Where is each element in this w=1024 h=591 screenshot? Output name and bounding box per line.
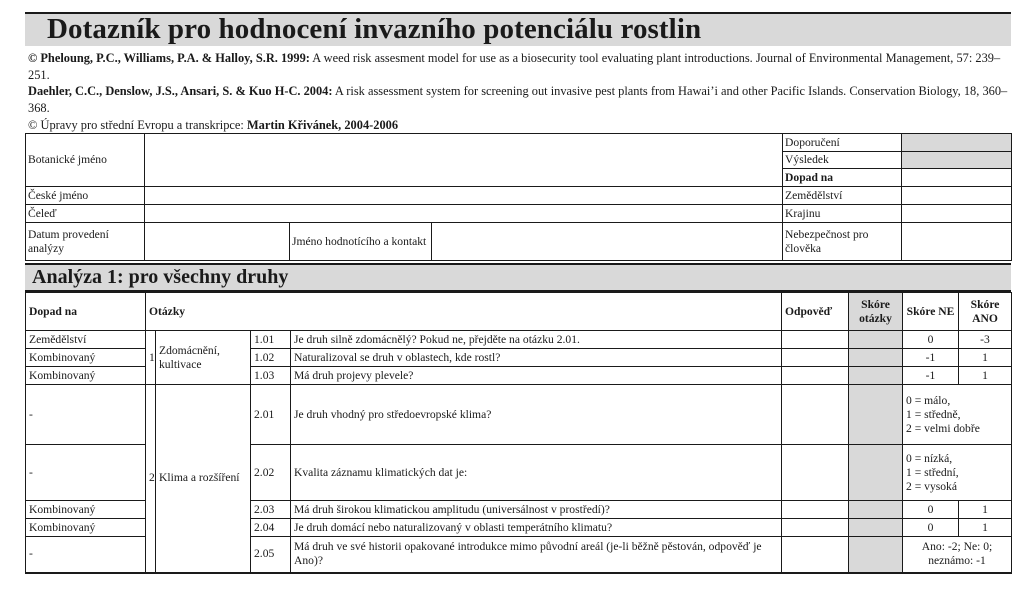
- score-no: 0: [903, 331, 959, 349]
- agriculture-label: Zemědělství: [783, 187, 902, 205]
- score-scale: [903, 537, 1012, 573]
- score-scale-line: 2 = velmi dobře: [906, 421, 980, 435]
- score-no: 0: [903, 501, 959, 519]
- answer-field[interactable]: [782, 445, 849, 501]
- score-no: -1: [903, 367, 959, 385]
- impact-on-label: Dopad na: [783, 169, 902, 187]
- result-label: Výsledek: [783, 152, 902, 169]
- agriculture-field[interactable]: [902, 187, 1012, 205]
- table-row: [26, 331, 1012, 349]
- reference-3-prefix: © Úpravy pro střední Evropu a transkripce:: [28, 117, 247, 132]
- human-danger-field[interactable]: [902, 223, 1012, 261]
- row-impact: Kombinovaný: [26, 501, 146, 519]
- references: [28, 50, 1010, 134]
- reference-2: [28, 83, 1010, 116]
- czech-name-label: České jméno: [26, 187, 145, 205]
- row-impact: Kombinovaný: [26, 367, 146, 385]
- row-impact: -: [26, 445, 146, 501]
- question-id: 2.01: [251, 385, 291, 445]
- species-info-table: [25, 133, 1012, 261]
- question-text: Kvalita záznamu klimatických dat je:: [291, 445, 782, 501]
- score-scale-line: 2 = vysoká: [906, 479, 957, 493]
- question-text: Má druh ve své historii opakované introdukce mimo původní areál (je-li běžně pěstován, odpověď je Ano)?: [291, 537, 782, 573]
- question-score: [849, 385, 903, 445]
- question-id: 1.01: [251, 331, 291, 349]
- col-answer-header: Odpověď: [782, 293, 849, 331]
- question-score: [849, 501, 903, 519]
- reference-2-text: A risk assessment system for screening out invasive pest plants from Hawai’i and other Pacific Islands. Conservation Biology, 18, 360–368.: [28, 84, 1008, 116]
- question-text: Naturalizoval se druh v oblastech, kde rostl?: [291, 349, 782, 367]
- answer-field[interactable]: [782, 349, 849, 367]
- row-impact: Zemědělství: [26, 331, 146, 349]
- score-scale-line: 1 = střední,: [906, 465, 959, 479]
- score-yes: -3: [959, 331, 1012, 349]
- question-id: 2.05: [251, 537, 291, 573]
- row-impact: -: [26, 385, 146, 445]
- question-score: [849, 445, 903, 501]
- date-field[interactable]: [145, 223, 290, 261]
- score-scale-line: 1 = středně,: [906, 407, 961, 421]
- evaluator-field[interactable]: [432, 223, 783, 261]
- question-score: [849, 349, 903, 367]
- row-impact: Kombinovaný: [26, 519, 146, 537]
- reference-1-text: A weed risk assesment model for use as a biosecurity tool evaluating plant introductions. Journal of Environmental Management, 57: 239–251.: [28, 51, 1001, 82]
- analysis-title: Analýza 1: pro všechny druhy: [32, 266, 289, 288]
- col-question-score-header: Skóre otázky: [849, 293, 903, 331]
- row-impact: Kombinovaný: [26, 349, 146, 367]
- question-id: 2.02: [251, 445, 291, 501]
- landscape-label: Krajinu: [783, 205, 902, 223]
- analysis-table: [25, 292, 1012, 574]
- score-scale-line: Ano: -2; Ne: 0;: [921, 540, 993, 554]
- section-number: 2: [146, 385, 156, 573]
- question-text: Je druh silně zdomácnělý? Pokud ne, přejděte na otázku 2.01.: [291, 331, 782, 349]
- answer-field[interactable]: [782, 537, 849, 573]
- score-scale-line: 0 = málo,: [906, 393, 951, 407]
- score-yes: 1: [959, 519, 1012, 537]
- reference-2-authors: Daehler, C.C., Denslow, J.S., Ansari, S. & Kuo H-C. 2004:: [28, 84, 333, 99]
- question-text: Je druh domácí nebo naturalizovaný v oblasti temperátního klimatu?: [291, 519, 782, 537]
- botanical-name-field[interactable]: [145, 134, 783, 187]
- reference-3-author: Martin Křivánek, 2004-2006: [246, 117, 399, 132]
- answer-field[interactable]: [782, 367, 849, 385]
- recommendation-field: [902, 134, 1012, 152]
- human-danger-label: Nebezpečnost pro člověka: [783, 223, 902, 261]
- family-field[interactable]: [145, 205, 783, 223]
- answer-field[interactable]: [782, 501, 849, 519]
- landscape-field[interactable]: [902, 205, 1012, 223]
- recommendation-label: Doporučení: [783, 134, 902, 152]
- family-label: Čeleď: [26, 205, 145, 223]
- question-score: [849, 519, 903, 537]
- question-text: Má druh projevy plevele?: [291, 367, 782, 385]
- question-id: 1.03: [251, 367, 291, 385]
- date-label: Datum provedení analýzy: [26, 223, 145, 261]
- score-yes: 1: [959, 501, 1012, 519]
- evaluator-label: Jméno hodnotícího a kontakt: [290, 223, 432, 261]
- score-no: 0: [903, 519, 959, 537]
- col-impact-header: Dopad na: [26, 293, 146, 331]
- col-score-no-header: Skóre NE: [903, 293, 959, 331]
- score-scale: [903, 445, 1012, 501]
- impact-on-spacer: [902, 169, 1012, 187]
- answer-field[interactable]: [782, 519, 849, 537]
- question-text: Má druh širokou klimatickou amplitudu (universálnost v prostředí)?: [291, 501, 782, 519]
- answer-field[interactable]: [782, 331, 849, 349]
- table-row: [26, 385, 1012, 445]
- score-no: -1: [903, 349, 959, 367]
- page-title: Dotazník pro hodnocení invazního potenciálu rostlin: [47, 13, 702, 45]
- score-yes: 1: [959, 349, 1012, 367]
- section-name: Zdomácnění, kultivace: [156, 331, 251, 385]
- score-yes: 1: [959, 367, 1012, 385]
- reference-1: [28, 50, 1010, 83]
- score-scale: [903, 385, 1012, 445]
- botanical-name-label: Botanické jméno: [26, 134, 145, 187]
- score-scale-line: neznámo: -1: [928, 554, 986, 568]
- section-number: 1: [146, 331, 156, 385]
- question-id: 1.02: [251, 349, 291, 367]
- question-score: [849, 331, 903, 349]
- question-score: [849, 537, 903, 573]
- question-text: Je druh vhodný pro středoevropské klima?: [291, 385, 782, 445]
- question-score: [849, 367, 903, 385]
- czech-name-field[interactable]: [145, 187, 783, 205]
- result-field: [902, 152, 1012, 169]
- col-score-yes-header: Skóre ANO: [959, 293, 1012, 331]
- question-id: 2.03: [251, 501, 291, 519]
- row-impact: -: [26, 537, 146, 573]
- reference-3: [28, 117, 1010, 134]
- answer-field[interactable]: [782, 385, 849, 445]
- score-scale-line: 0 = nízká,: [906, 451, 953, 465]
- reference-1-authors: © Pheloung, P.C., Williams, P.A. & Halloy, S.R. 1999:: [28, 51, 310, 65]
- question-id: 2.04: [251, 519, 291, 537]
- section-name: Klima a rozšíření: [156, 385, 251, 573]
- col-questions-header: Otázky: [146, 293, 782, 331]
